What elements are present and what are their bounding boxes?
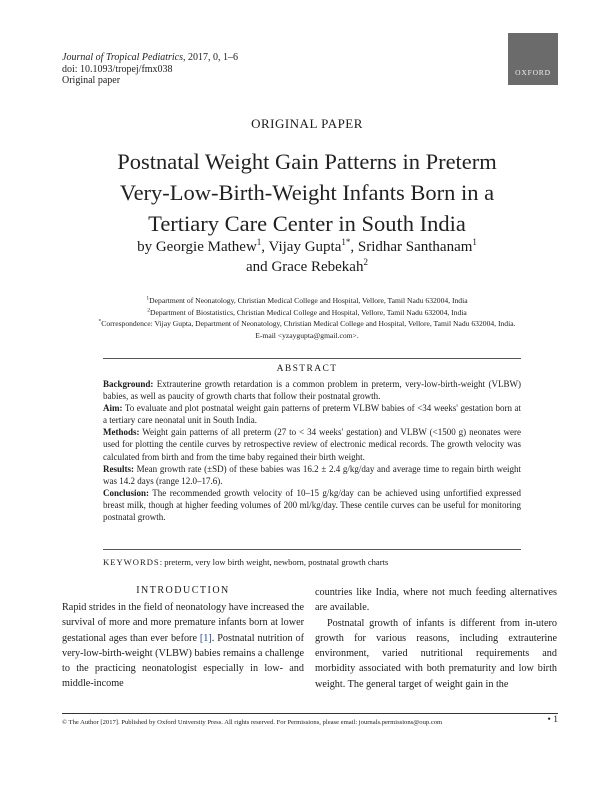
authors-by: by — [137, 239, 153, 255]
title-line-1: Postnatal Weight Gain Patterns in Preterm — [117, 149, 497, 174]
abstract-body — [103, 378, 521, 523]
article-type: Original paper — [62, 75, 121, 86]
author-name: Vijay Gupta — [268, 239, 342, 255]
body-paragraph: countries like India, where not much feeding alternatives are available. — [315, 587, 557, 614]
author-affil-sup: 1* — [341, 237, 351, 247]
page-footer — [62, 715, 558, 727]
body-column-left — [62, 585, 304, 692]
journal-name: Journal of Tropical Pediatrics — [62, 52, 184, 63]
abstract-results: Results: Mean growth rate (±SD) of these babies was 16.2 ± 2.4 g/kg/day and average time to regain birth weight was 14.2 days (range 12.0–17.6). — [103, 463, 521, 486]
affiliation-2: $^2$Department of Biostatistics, Christian Medical College and Hospital, Vellore, Tamil Nadu 632004, India — [147, 307, 467, 317]
authors-and: and — [246, 259, 268, 275]
section-label: ORIGINAL PAPER — [251, 116, 363, 131]
abstract-background: Background: Extrauterine growth retardation is a common problem in preterm, very-low-birth-weight (VLBW) babies, as well as paucity of growth charts that follow their postnatal growth. — [103, 379, 521, 402]
citation-details: , 2017, 0, 1–6 — [183, 52, 239, 63]
author-affil-sup: 2 — [363, 257, 368, 267]
abstract-top-rule — [103, 358, 521, 359]
author-affil-sup: 1 — [472, 237, 477, 247]
paper-title — [40, 146, 574, 239]
title-line-3: Tertiary Care Center in South India — [148, 211, 466, 236]
affiliations — [40, 295, 574, 341]
title-line-2: Very-Low-Birth-Weight Infants Born in a — [119, 180, 495, 205]
oxford-logo — [508, 33, 558, 85]
author-name: Sridhar Santhanam — [357, 239, 473, 255]
correspondence: *Correspondence: Vijay Gupta, Department of Neonatology, Christian Medical College and Hospital, Vellore, Tamil Nadu 632004, India. — [98, 318, 516, 329]
abstract-heading: ABSTRACT — [276, 364, 338, 374]
abstract-bottom-rule — [103, 549, 521, 550]
keywords-label: KEYWORDS — [103, 557, 160, 567]
affiliation-1: $^1$Department of Neonatology, Christian Medical College and Hospital, Vellore, Tamil Nadu 632004, India — [146, 295, 468, 305]
keywords — [103, 556, 521, 568]
author-affil-sup: 1 — [256, 237, 262, 247]
abstract-aim: Aim: To evaluate and plot postnatal weight gain patterns of preterm VLBW babies of <34 weeks' gestation born at a tertiary care neonatal unit in South India. — [103, 403, 521, 426]
abstract-methods: Methods: Weight gain patterns of all preterm (27 to < 34 weeks' gestation) and VLBW (<1500 g) neonates were used for plotting the centile curves by retrospective review of electronic medical records. The growth velocity was calculated from birth and from the time baby regained their birth weight. — [103, 427, 521, 462]
correspondence-email[interactable]: E-mail <yzaygupta@gmail.com>. — [255, 330, 359, 340]
author-list: by Georgie Mathew$^1$, Vijay Gupta$^{1*}$, Sridhar Santhanam$^1$ and Grace Rebekah$^2$ — [137, 237, 477, 275]
footer-rule — [62, 713, 558, 714]
reference-link[interactable]: [1] — [199, 632, 212, 644]
journal-citation — [62, 52, 238, 64]
introduction-heading: INTRODUCTION — [136, 585, 230, 596]
oxford-logo-text: OXFORD — [515, 68, 551, 77]
body-paragraph: Postnatal growth of infants is different from in-utero growth for various reasons, including extrauterine environment, varied nutritional requirements and morbidity associated with both prematurity and low birth weight. The general target of weight gain in the — [315, 617, 557, 690]
keywords-text: : preterm, very low birth weight, newborn, postnatal growth charts — [159, 557, 389, 567]
copyright-notice: © The Author [2017]. Published by Oxford University Press. All rights reserved. For Permissions, please email: journals.permissions@oup.com — [62, 719, 443, 726]
body-column-right — [315, 585, 557, 692]
author-name: Georgie Mathew — [155, 239, 257, 255]
doi[interactable]: doi: 10.1093/tropej/fmx038 — [62, 63, 173, 75]
abstract-conclusion: Conclusion: The recommended growth velocity of 10–15 g/kg/day can be achieved using unfortified expressed breast milk, though at higher feeding volumes of 200 ml/kg/day. These centile curves can be useful for monitoring postnatal growth. — [103, 487, 521, 523]
body-paragraph: Rapid strides in the field of neonatology have increased the survival of more and more premature infants born at lower gestational ages than ever before [1]. Postnatal nutrition of very-low-birth-weight (VLBW) babies remains a challenge to the practicing neonatologist especially in low- and middle-income — [62, 602, 304, 690]
author-name: Grace Rebekah — [271, 259, 364, 275]
journal-header — [62, 52, 238, 87]
page-number: • 1 — [547, 715, 558, 725]
